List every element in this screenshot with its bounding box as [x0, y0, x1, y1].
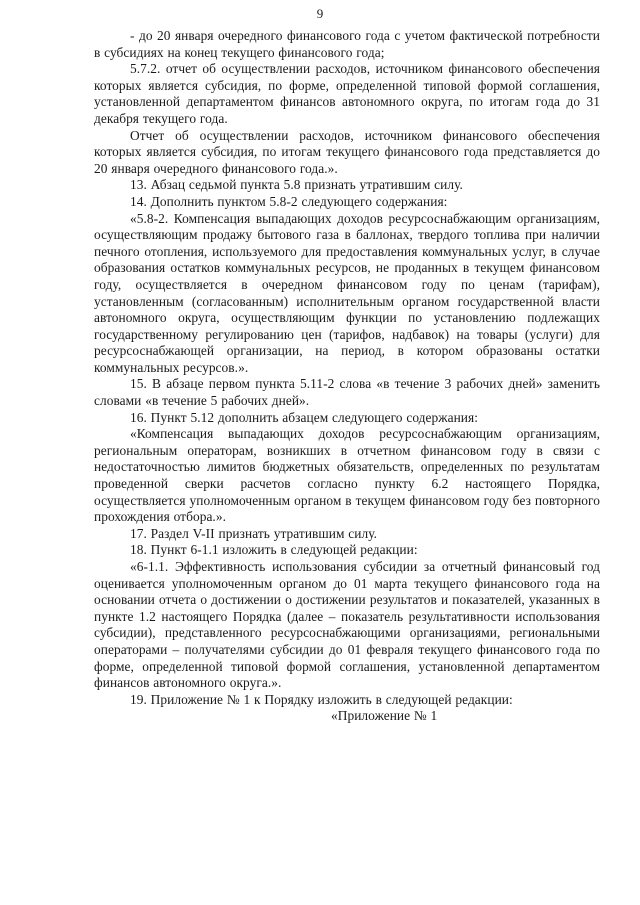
paragraph-14: 14. Дополнить пунктом 5.8-2 следующего содержания: — [130, 193, 448, 209]
paragraph-18: 18. Пункт 6-1.1 изложить в следующей редакции: — [130, 542, 418, 558]
document-body — [94, 28, 600, 725]
paragraph-15: 15. В абзаце первом пункта 5.11-2 слова «в течение 3 рабочих дней» заменить словами «в течение 5 рабочих дней». — [94, 376, 600, 409]
paragraph-16: 16. Пункт 5.12 дополнить абзацем следующего содержания: — [130, 409, 478, 425]
paragraph-deadline-january: - до 20 января очередного финансового года с учетом фактической потребности в субсидиях на конец текущего финансового года; — [94, 28, 600, 60]
paragraph-5-7-2: 5.7.2. отчет об осуществлении расходов, источником финансового обеспечения которых является субсидия, по форме, определенной типовой формой соглашения, установленной департаментом финансов автономного округа, по итогам года до 31 декабря текущего года. — [94, 61, 600, 126]
paragraph-13: 13. Абзац седьмой пункта 5.8 признать утратившим силу. — [130, 177, 463, 193]
paragraph-19: 19. Приложение № 1 к Порядку изложить в следующей редакции: — [130, 691, 513, 707]
paragraph-17: 17. Раздел V-II признать утратившим силу. — [130, 525, 378, 541]
paragraph-6-1-1: «6-1.1. Эффективность использования субсидии за отчетный финансовый год оценивается уполномоченным органом до 01 марта текущего финансового года на основании отчета о достижении о достижении результатов и показателей, указанных в пункте 1.2 настоящего Порядка (далее – показатель результативности использования субсидии), представленного ресурсоснабжающими организациями, региональными операторами – получателями субсидии до 01 февраля текущего финансового года по форме, определенной типовой формой соглашения, установленной департаментом финансов автономного округа.». — [94, 559, 600, 691]
appendix-heading: «Приложение № 1 — [331, 708, 438, 724]
page-number: 9 — [316, 6, 324, 21]
paragraph-5-8-2: «5.8-2. Компенсация выпадающих доходов ресурсоснабжающим организациям, осуществляющим продажу бытового газа в баллонах, твердого топлива при наличии печного отопления, используемого для предоставления коммунальных услуг, в случае образования остатков коммунальных ресурсов, не проданных в текущем финансовом году, осуществляется в очередном финансовом году по ценам (тарифам), установленным (согласованным) исполнительным органом государственной власти автономного округа, осуществляющим функции по установлению подлежащих государственному регулированию цен (тарифов, надбавок) на товары (услуги) для ресурсоснабжающей организации, на период, в котором образованы остатки коммунальных ресурсов.». — [94, 210, 600, 375]
paragraph-compensation: «Компенсация выпадающих доходов ресурсоснабжающим организациям, региональным операторам, возникших в отчетном финансовом году в связи с недостаточностью лимитов бюджетных обязательств, определенных по результатам проведенной сверки расчетов согласно пункту 6.2 настоящего Порядка, осуществляется уполномоченным органом в текущем финансовом году без повторного прохождения отбора.». — [94, 426, 600, 525]
paragraph-report-annual: Отчет об осуществлении расходов, источником финансового обеспечения которых является субсидия, по итогам текущего финансового года представляется до 20 января очередного финансового года.». — [94, 127, 600, 176]
